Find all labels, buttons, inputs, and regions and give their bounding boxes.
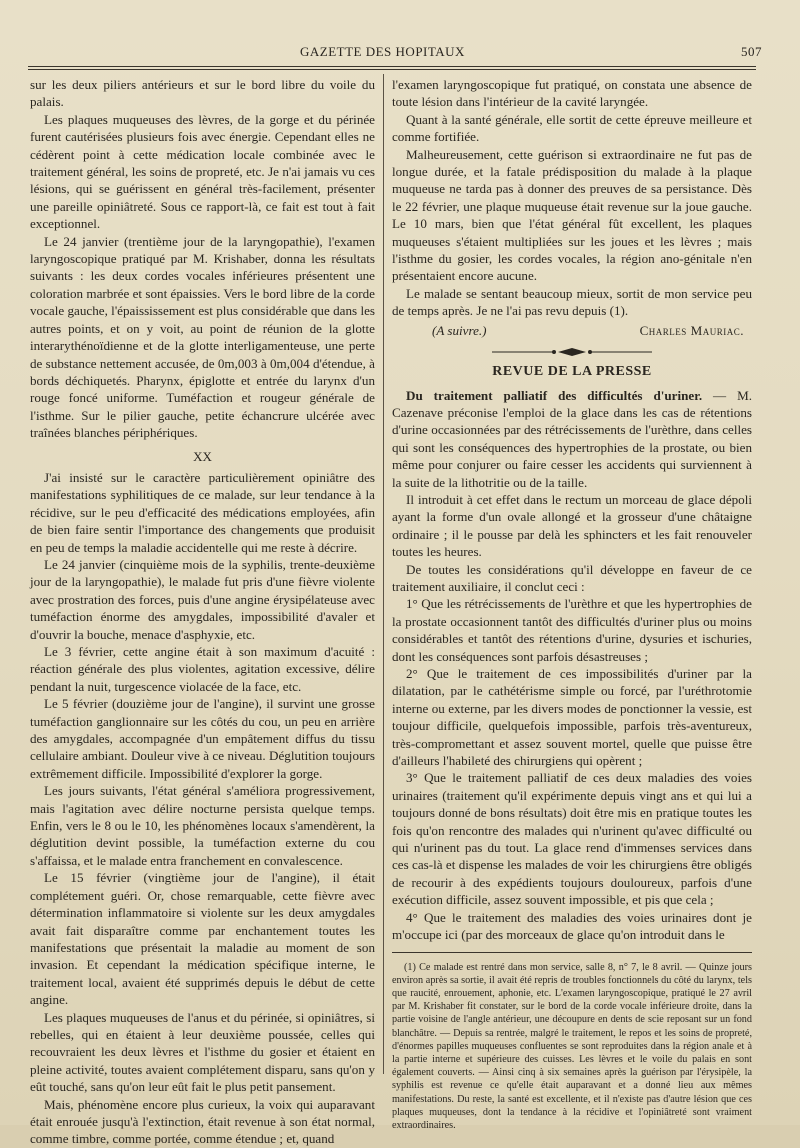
author-name: Charles Mauriac.: [639, 322, 744, 338]
left-column: [30, 76, 375, 1148]
paragraph: Le malade se sentant beaucoup mieux, sortit de mon service peu de temps après. Je ne l'ai pas revu depuis (1).: [392, 285, 752, 319]
journal-title: GAZETTE DES HOPITAUX: [300, 44, 465, 59]
column-divider: [383, 74, 384, 1074]
paragraph: De toutes les considérations qu'il développe en faveur de ce traitement auxiliaire, il conclut ceci :: [392, 561, 752, 594]
paragraph: [392, 387, 752, 491]
paragraph: Les jours suivants, l'état général s'améliora progressivement, mais l'agitation avec délire nocturne persista quelque temps. Enfin, vers le 8 ou le 10, les phénomènes locaux s'amendèrent, la déglutition devint possible, la tuméfaction externe du cou s'affaissa, et le malade entra franchement en convalescence.: [30, 783, 375, 868]
paragraph: Mais, phénomène encore plus curieux, la voix qui auparavant était enrouée jusqu'à l'extinction, était revenue à son état normal, comme timbre, comme portée, comme étendue ; et, quand: [30, 1096, 375, 1147]
article-title: Du traitement palliatif des difficultés d'uriner.: [406, 387, 703, 403]
ornament-divider: [392, 347, 752, 357]
paragraph: Le 3 février, cette angine était à son maximum d'acuité : réaction générale des plus violentes, agitation excessive, délire pendant la nuit, turgescence violacée de la face, etc.: [30, 644, 375, 694]
paragraph: Les plaques muqueuses de l'anus et du périnée, si opiniâtres, si rebelles, qui en étaient à leur deuxième poussée, celles qui recouvraient les deux lèvres et l'isthme du gosier et étaient en pleine activité, toutes avaient complétement disparu, sans qu'on y eût touché, sans qu'on leur eût fait le plus petit pansement.: [30, 1009, 375, 1095]
paragraph: Quant à la santé générale, elle sortit de cette épreuve meilleure et comme fortifiée.: [392, 111, 752, 145]
paragraph: J'ai insisté sur le caractère particulièrement opiniâtre des manifestations syphilitiques de ce malade, sur leur tendance à la récidive, sur le peu d'efficacité des médications employées, afin de bien faire sentir l'importance des changements que produisit en peu de temps la maladie accidentelle qui me reste à décrire.: [30, 469, 375, 555]
header-rule: [28, 66, 756, 67]
paragraph: l'examen laryngoscopique fut pratiqué, on constata une absence de toute lésion dans l'intérieur de la cavité laryngée.: [392, 77, 752, 110]
paragraph: Le 15 février (vingtième jour de l'angine), il était complétement guéri. Or, chose remarquable, cette fièvre avec détermination inflammatoire si violente sur les deux amygdales avait fait disparaître comme par enchantement toutes les manifestations que présentait la maladie au moment de son invasion. Et cependant la médication spécifique interne, le traitement local, avaient été supprimés depuis le début de cette angine.: [30, 870, 375, 1008]
paragraph: Malheureusement, cette guérison si extraordinaire ne fut pas de longue durée, et la fatale prédisposition du malade à la plaque muqueuse ne tarda pas à donner des preuves de sa persistance. Dès le 22 février, une plaque muqueuse était revenue sur la joue gauche. Le 10 mars, bien que l'état général fût excellent, les plaques muqueuses s'étaient multipliées sur les joues et les lèvres ; mais l'isthme du gosier, les cordes vocales, la région ano-génitale n'en présentaient encore aucune.: [392, 146, 752, 284]
paragraph: sur les deux piliers antérieurs et sur le bord libre du voile du palais.: [30, 77, 375, 110]
right-column: [392, 76, 752, 1132]
ornament-icon: [492, 347, 652, 357]
to-be-continued: (A suivre.): [432, 322, 487, 338]
paragraph: 4° Que le traitement des maladies des voies urinaires dont je m'occupe ici (par des morceaux de glace qu'on introduit dans le: [392, 909, 752, 943]
page-header: [28, 44, 762, 64]
section-title: REVUE DE LA PRESSE: [492, 364, 652, 380]
paragraph: Il introduit à cet effet dans le rectum un morceau de glace dépoli ayant la forme d'un ovale allongé et la grosseur d'une châtaigne ordinaire ; il le pousse par delà les sphincters et les fait renouveler toutes les heures.: [392, 491, 752, 560]
paragraph: Le 24 janvier (cinquième mois de la syphilis, trente-deuxième jour de la laryngopathie), le malade fut pris d'une fièvre violente avec prostration des forces, puis d'une angine érysipélateuse avec tuméfaction énorme des amygdales, impossibilité d'avaler et d'ouvrir la bouche, menace d'asphyxie, etc.: [30, 556, 375, 642]
footnote-text: (1) Ce malade est rentré dans mon service, salle 8, n° 7, le 8 avril. — Quinze jours environ après sa sortie, il avait été repris de troubles fonctionnels du côté du larynx, tels que raucité, enrouement, aphonie, etc. L'examen laryngoscopique, pratiqué le 27 avril par M. Krishaber fit constater, sur le bord de la corde vocale inférieure droite, dans la partie voisine de l'angle antérieur, une découpure en dents de scie reposant sur un fond blanchâtre. — Depuis sa rentrée, malgré le traitement, le repos et les soins de propreté, d'énormes papilles muqueuses confluentes se sont reproduites dans la région anale et à la partie interne et supérieure des cuisses. Les lèvres et le voile du palais en sont également couverts. — Ainsi cinq à six semaines après la guérison par l'érysipèle, la syphilis est revenue ce qu'elle était auparavant et a donné lieu aux mêmes manifestations. Du reste, la santé est excellente, et il n'existe pas d'autre lésion que ces plaques muqueuses, dont la tendance à la récidive et l'opiniâtreté sont vraiment extraordinaires.: [392, 961, 752, 1131]
page-number: 507: [741, 44, 762, 59]
footnote: [392, 961, 752, 1133]
header-rule-double: [28, 69, 756, 70]
paragraph: Le 5 février (douzième jour de l'angine), il survint une grosse tuméfaction ganglionnaire sur les côtés du cou, un peu en arrière des amygdales, accompagnée d'un empâtement diffus du tissu cellulaire ambiant. Douleur vive à ce niveau. Déglutition toujours extrêmement difficile. Impossibilité d'explorer la gorge.: [30, 696, 375, 781]
paragraph: 3° Que le traitement palliatif de ces deux maladies des voies urinaires (traitement qu'il expérimente depuis vingt ans et qui lui a toujours donné de bons résultats) doit être mis en pratique toutes les fois qu'on rencontre des malades qui n'urinent qu'avec difficulté ou qui n'urinent pas du tout. La glace rend d'immenses services dans ces cas-là et dispense les malades de voir les chirurgiens être obligés de recourir à des expédients toujours douloureux, parfois d'une exécution difficile, assez souvent impossible, et pis que cela ;: [392, 770, 752, 908]
footnote-rule: [392, 952, 752, 953]
paragraph: Le 24 janvier (trentième jour de la laryngopathie), l'examen laryngoscopique pratiqué par M. Krishaber, donna les résultats suivants : les deux cordes vocales inférieures présentent une coloration marbrée et sont épaissies. Vers le bord libre de la corde vocale gauche, l'épaississement est plus considérable que dans les autres points, et on y voit, au point de réunion de la glotte interarythénoïdienne et de la glotte interligamenteuse, une perte de substance nettement accusée, de 0m,003 à 0m,004 d'étendue, à bords déchiquetés. Pharynx, épiglotte et entrée du larynx d'un rouge foncé uniforme. Tuméfaction et rougeur générale de l'isthme. Sur le pilier gauche, petite échancrure ulcérée avec traînées blanches périphériques.: [30, 233, 375, 441]
paragraph: Les plaques muqueuses des lèvres, de la gorge et du périnée furent cautérisées plusieurs fois avec énergie. Cependant elles ne cédèrent point à cette médication locale combinée avec le traitement général, les soins de propreté, etc. Je n'ai jamais vu ces lésions, qui se guérissent en général très-facilement, présenter une pareille opiniâtreté. Sous ce rapport-là, ce fait est tout à fait exceptionnel.: [30, 111, 375, 232]
paragraph: 2° Que le traitement de ces impossibilités d'uriner par la dilatation, par le cathétérisme simple ou forcé, par l'uréthrotomie interne ou externe, par les divers modes de ponctionner la vessie, est toujour difficile, quelquefois impossible, parfois très-aventureux, très-compromettant et assez souvent mortel, quelle que puisse être d'ailleurs l'habileté des chirurgiens qui opèrent ;: [392, 666, 752, 769]
paragraph: 1° Que les rétrécissements de l'urèthre et que les hypertrophies de la prostate occasionnent tantôt des difficultés d'uriner plus ou moins considérables et tantôt des rétentions d'urine, dysuries et ischuries, dont les conséquences sont parfois désastreuses ;: [392, 596, 752, 664]
article-text: — M. Cazenave préconise l'emploi de la glace dans les cas de rétentions d'urine occasionnées par des rétrécissements de l'urèthre, dans celles qui sont les conséquences des hypertrophies de la prostate, ou bien même pour conjurer ou faire cesser les accidents qui surviennent à la suite de la lithotritie ou de la taille.: [392, 387, 752, 490]
article-signature: [392, 322, 752, 339]
section-number: XX: [193, 448, 212, 464]
